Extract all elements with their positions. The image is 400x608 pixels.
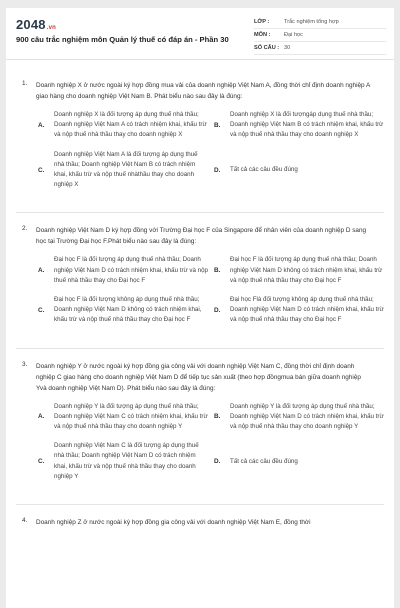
answer-option[interactable] bbox=[38, 295, 208, 326]
meta-row-count bbox=[254, 42, 386, 55]
answer-letter: D. bbox=[214, 166, 221, 174]
answer-letter: B. bbox=[214, 121, 221, 129]
answer-text: Đại học Flà đối tượng không áp dụng thuế nhà thầu; Doanh nghiệp Việt Nam D có trách nhiệm khai, khấu trừ và nộp thuế nhà thầu thay cho Đại học F bbox=[230, 296, 384, 324]
answer-letter: C. bbox=[38, 166, 45, 174]
question-number: 3. bbox=[22, 360, 28, 368]
answer-option[interactable] bbox=[214, 295, 384, 326]
answer-text: Doanh nghiệp Việt Nam A là đối tượng áp dụng thuế nhà thầu; Doanh nghiệp Việt Nam B có trách nhiệm khai, khấu trừ và nộp thuế nhàthầu thay cho doanh nghiệp X bbox=[54, 150, 198, 189]
answer-text: Doanh nghiệp X là đối tượng áp dụng thuế nhà thầu; Doanh nghiệp Việt Nam A có trách nhiệm khai, khấu trừ và nộp thuế nhà thầu thay cho doanh nghiệp X bbox=[54, 111, 207, 139]
answer-text: Tất cả các câu đều đúng bbox=[230, 165, 298, 173]
page-title: 900 câu trắc nghiệm môn Quản lý thuế có đáp án - Phần 30 bbox=[16, 35, 229, 44]
document-page bbox=[6, 8, 394, 608]
answer-text: Đại học F là đối tượng áp dụng thuế nhà thầu; Doanh nghiệp Việt Nam D không có trách nhiệm khai, khấu trừ và nộp thuế nhà thầu thay cho Đại học F bbox=[230, 256, 383, 284]
logo-text: 2048 bbox=[16, 17, 46, 32]
answer-option[interactable] bbox=[214, 150, 384, 191]
answer-letter: A. bbox=[38, 121, 45, 129]
answer-text: Đại học F là đối tượng áp dụng thuế nhà thầu; Doanh nghiệp Việt Nam D có trách nhiệm khai, khấu trừ và nộp thuế nhà thầu thay cho Đại học F bbox=[54, 256, 208, 284]
meta-table bbox=[254, 16, 386, 55]
meta-row-class bbox=[254, 16, 386, 29]
answer-option[interactable] bbox=[214, 110, 384, 141]
answer-letter: A. bbox=[38, 413, 45, 421]
question-divider bbox=[16, 504, 384, 505]
answer-grid bbox=[38, 402, 384, 491]
answer-grid bbox=[38, 255, 384, 334]
answer-option[interactable] bbox=[38, 402, 208, 433]
question-text: Doanh nghiệp Y ở nước ngoài ký hợp đồng gia công vải với doanh nghiệp Việt Nam C, đồng thời chỉ định doanh nghiệp C giao hàng cho doanh nghiệp Việt Nam D để tiếp tục sản xuất (theo hợp đồngmua bán giữa doanh nghiệp Yvà doanh nghiệp Việt Nam D). Phát biểu nào sau đây là đúng: bbox=[36, 362, 361, 392]
question-item bbox=[6, 517, 394, 528]
answer-text: Doanh nghiệp Việt Nam C là đối tượng áp dụng thuế nhà thầu; Doanh nghiệp Việt Nam D có trách nhiệm khai, khấu trừ và nộp thuế nhà thầu thay cho doanh nghiệp Y bbox=[54, 442, 199, 480]
question-divider bbox=[16, 348, 384, 349]
question-number: 2. bbox=[22, 225, 28, 233]
answer-option[interactable] bbox=[38, 150, 208, 191]
answer-text: Doanh nghiệp Y là đối tượng áp dụng thuế nhà thầu; Doanh nghiệp Việt Nam D có trách nhiệm khai, khấu trừ và nộp thuế nhà thầu thay cho doanh nghiệp Y bbox=[230, 402, 384, 431]
question-divider bbox=[16, 212, 384, 213]
question-text: Doanh nghiệp X ở nước ngoài ký hợp đồng mua vải của doanh nghiệp Việt Nam A, đồng thời chỉ định doanh nghiệp A giao hàng cho doanh nghiệp Việt Nam B. Phát biểu nào sau đây là đúng: bbox=[36, 82, 370, 100]
meta-value: 30 bbox=[284, 45, 291, 51]
meta-value: Đại học bbox=[284, 32, 303, 38]
answer-option[interactable] bbox=[214, 255, 384, 286]
answer-text: Tất cả các câu đều đúng bbox=[230, 457, 298, 465]
answer-text: Đại học F là đối tượng không áp dụng thuế nhà thầu; Doanh nghiệp Việt Nam D không có trách nhiệm khai, khấu trừ và nộp thuế nhà thầu thay cho Đại học F bbox=[54, 296, 202, 324]
answer-text: Doanh nghiệp X là đối tượngáp dụng thuế nhà thầu; Doanh nghiệp Việt Nam B có trách nhiệm khai, khấu trừ và nộp thuế nhà thầu thay cho doanh nghiệp X bbox=[230, 111, 384, 139]
question-item bbox=[6, 361, 394, 491]
answer-option[interactable] bbox=[38, 441, 208, 482]
answer-option[interactable] bbox=[38, 255, 208, 286]
answer-letter: B. bbox=[214, 413, 221, 421]
answer-option[interactable] bbox=[214, 402, 384, 433]
question-number: 1. bbox=[22, 80, 28, 87]
question-item bbox=[6, 225, 394, 334]
page-header bbox=[6, 8, 394, 60]
answer-option[interactable] bbox=[38, 110, 208, 141]
meta-key: MÔN : bbox=[254, 32, 271, 38]
answer-letter: A. bbox=[38, 267, 45, 275]
answer-letter: B. bbox=[214, 267, 221, 275]
answer-text: Doanh nghiệp Y là đối tượng áp dụng thuế nhà thầu; Doanh nghiệp Việt Nam C có trách nhiệm khai, khấu trừ và nộp thuế nhà thầu thay cho doanh nghiệp Y bbox=[54, 402, 208, 431]
question-list bbox=[6, 80, 394, 541]
logo-suffix: .vn bbox=[46, 25, 57, 31]
question-item bbox=[6, 80, 394, 199]
meta-value: Trắc nghiệm tổng hợp bbox=[284, 19, 339, 25]
meta-key: LỚP : bbox=[254, 19, 270, 25]
meta-row-subject bbox=[254, 29, 386, 42]
answer-letter: C. bbox=[38, 458, 45, 466]
answer-letter: D. bbox=[214, 306, 221, 314]
answer-letter: D. bbox=[214, 458, 221, 466]
answer-option[interactable] bbox=[214, 441, 384, 482]
question-text: Doanh nghiệp Việt Nam D ký hợp đồng với Trường Đại học F của Singapore để nhân viên của doanh nghiệp D sang học tại Trường Đại học F.Phát biểu nào sau đây là đúng: bbox=[36, 227, 367, 246]
answer-grid bbox=[38, 110, 384, 199]
site-logo[interactable] bbox=[16, 17, 56, 32]
question-text: Doanh nghiệp Z ở nước ngoài ký hợp đồng gia công vải với doanh nghiệp Việt Nam E, đồng thời bbox=[36, 519, 311, 527]
meta-key: SỐ CÂU : bbox=[254, 45, 280, 51]
answer-letter: C. bbox=[38, 306, 45, 314]
question-number: 4. bbox=[22, 517, 28, 525]
